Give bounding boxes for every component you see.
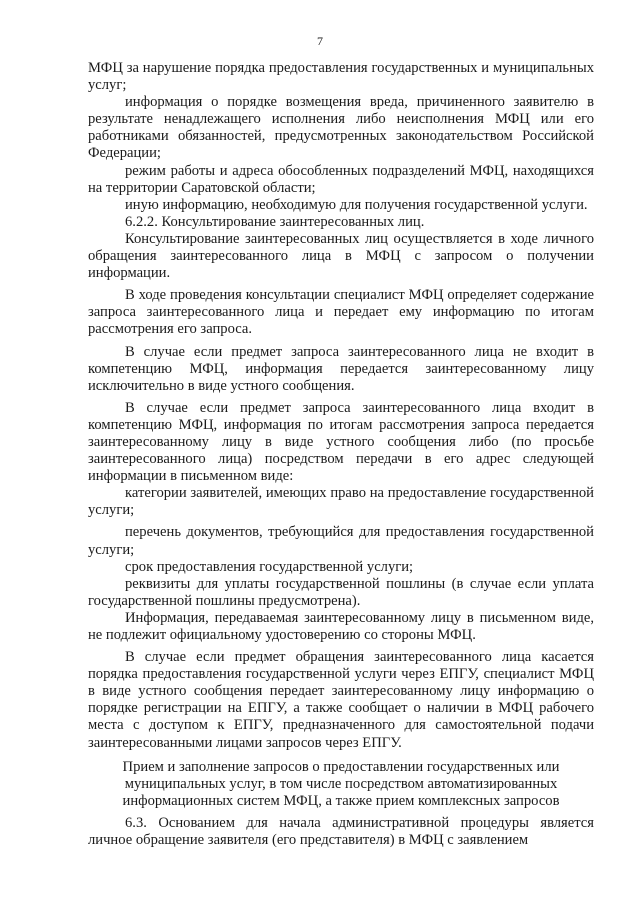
paragraph: информация о порядке возмещения вреда, причиненного заявителю в результате ненадлежащего исполнения либо неисполнения МФЦ или его работниками обязанностей, предусмотренных законодательством Российской Федерации; (88, 94, 594, 162)
list-item: перечень документов, требующийся для предоставления государственной услуги; (88, 524, 594, 558)
paragraph: МФЦ за нарушение порядка предоставления государственных и муниципальных услуг; (88, 60, 594, 94)
list-item: реквизиты для уплаты государственной пошлины (в случае если уплата государственной пошлины предусмотрена). (88, 575, 594, 609)
subsection-heading: Прием и заполнение запросов о предоставлении государственных или муниципальных услуг, в том числе посредством автоматизированных информационных систем МФЦ, а также прием комплексных запросов (122, 758, 560, 809)
paragraph: 6.3. Основанием для начала административной процедуры является личное обращение заявителя (его представителя) в МФЦ с заявлением (88, 814, 594, 848)
paragraph: иную информацию, необходимую для получения государственной услуги. (125, 196, 588, 213)
list-item: срок предоставления государственной услуги; (125, 558, 414, 575)
paragraph: В случае если предмет запроса заинтересованного лица входит в компетенцию МФЦ, информация по итогам рассмотрения запроса передается заинтересованному лицу в виде устного сообщения либо (по просьбе заинтересованного лица) посредством передачи в его адрес следующей информации в письменном виде: (88, 399, 594, 485)
section-heading: 6.2.2. Консультирование заинтересованных лиц. (125, 213, 425, 230)
paragraph: В случае если предмет запроса заинтересованного лица не входит в компетенцию МФЦ, информация передается заинтересованному лицу исключительно в виде устного сообщения. (88, 343, 594, 394)
paragraph: В случае если предмет обращения заинтересованного лица касается порядка предоставления государственной услуги через ЕПГУ, специалист МФЦ в виде устного сообщения передает заинтересованному лицу информацию о порядке регистрации на ЕПГУ, а также сообщает о наличии в МФЦ рабочего места с доступом к ЕПГУ, предназначенного для самостоятельной подачи заинтересованными лицами запросов через ЕПГУ. (88, 649, 594, 751)
list-item: категории заявителей, имеющих право на предоставление государственной услуги; (88, 485, 594, 519)
document-body (88, 60, 594, 849)
page-number: 7 (317, 34, 323, 48)
paragraph: В ходе проведения консультации специалист МФЦ определяет содержание запроса заинтересованного лица и передает ему информацию по итогам рассмотрения его запроса. (88, 287, 594, 338)
paragraph: Консультирование заинтересованных лиц осуществляется в ходе личного обращения заинтересованного лица в МФЦ с запросом о получении информации. (88, 230, 594, 282)
paragraph: режим работы и адреса обособленных подразделений МФЦ, находящихся на территории Саратовской области; (88, 162, 594, 196)
paragraph: Информация, передаваемая заинтересованному лицу в письменном виде, не подлежит официальному удостоверению со стороны МФЦ. (88, 609, 594, 643)
